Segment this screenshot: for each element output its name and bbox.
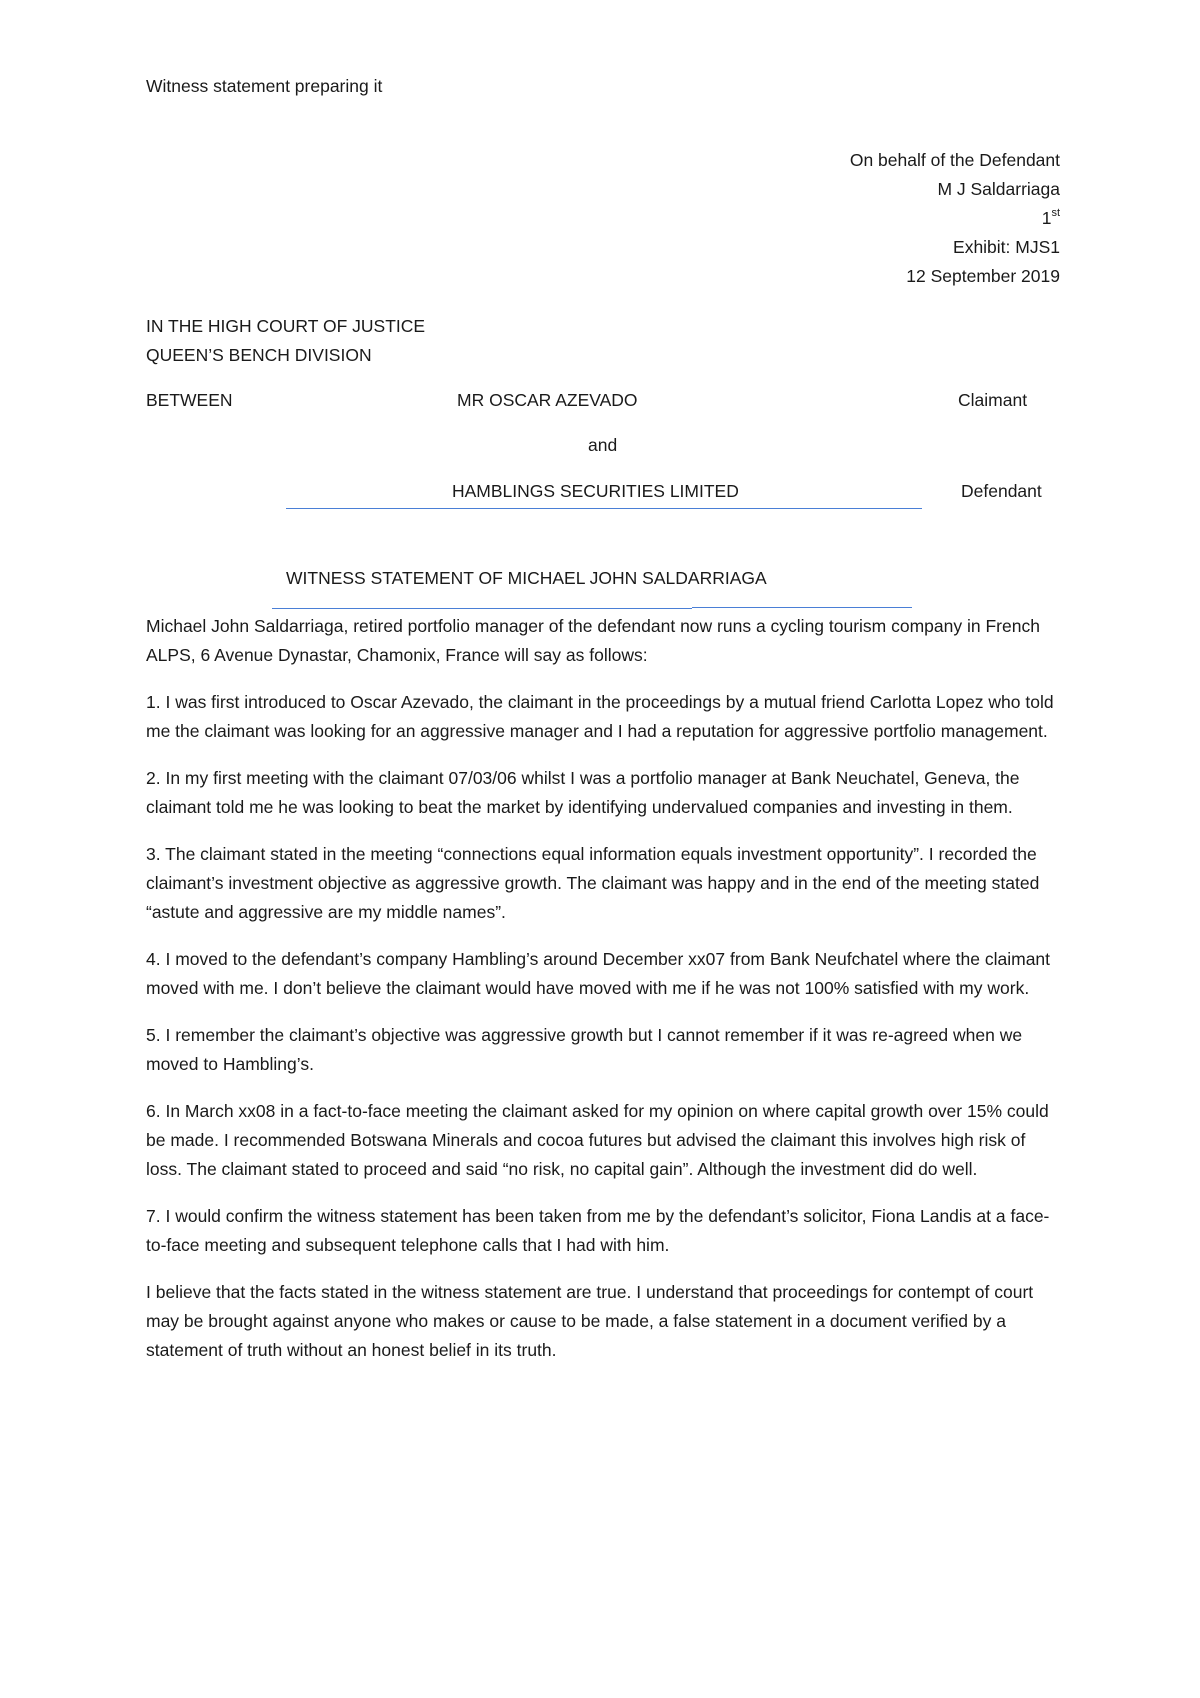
- paragraph-text: I remember the claimant’s objective was aggressive growth but I cannot remember if it was re-agreed when we moved to Hambling’s.: [146, 1025, 1023, 1074]
- title-underline-left: [272, 608, 692, 609]
- header-right-block: [850, 146, 1060, 291]
- statement-number: [850, 204, 1060, 233]
- statement-body: [146, 612, 1066, 1383]
- paragraph-text: In my first meeting with the claimant 07/03/06 whilst I was a portfolio manager at Bank Neuchatel, Geneva, the claimant told me he was looking to beat the market by identifying undervalued companies and investing in them.: [146, 768, 1020, 817]
- claimant-role: Claimant: [958, 390, 1028, 410]
- paragraph-number: 4.: [146, 949, 161, 969]
- and-label: and: [588, 435, 618, 455]
- on-behalf-line: On behalf of the Defendant: [849, 150, 1060, 170]
- numbered-paragraph: [146, 688, 1066, 746]
- claimant-name: MR OSCAR AZEVADO: [457, 390, 638, 410]
- paragraph-text: I moved to the defendant’s company Hambling’s around December xx07 from Bank Neufchatel where the claimant moved with me. I don’t believe the claimant would have moved with me if he was not 100% satisfied with my work.: [146, 949, 1051, 998]
- numbered-paragraph: [146, 1097, 1066, 1184]
- court-division: QUEEN’S BENCH DIVISION: [146, 345, 372, 365]
- statement-title: WITNESS STATEMENT OF MICHAEL JOHN SALDARRIAGA: [286, 568, 767, 588]
- paragraph-text: The claimant stated in the meeting “connections equal information equals investment opportunity”. I recorded the claimant’s investment objective as aggressive growth. The claimant was happy and in the end of the meeting stated “astute and aggressive are my middle names”.: [146, 844, 1040, 922]
- and-row: [146, 435, 1056, 459]
- defendant-role: Defendant: [961, 481, 1042, 501]
- numbered-paragraph: [146, 945, 1066, 1003]
- paragraph-text: I would confirm the witness statement has been taken from me by the defendant’s solicitor, Fiona Landis at a face-to-face meeting and subsequent telephone calls that I had with him.: [146, 1206, 1050, 1255]
- paragraph-text: I was first introduced to Oscar Azevado, the claimant in the proceedings by a mutual friend Carlotta Lopez who told me the claimant was looking for an aggressive manager and I had a reputation for aggressive portfolio management.: [146, 692, 1054, 741]
- statement-number-value: 1: [1041, 208, 1052, 228]
- paragraph-number: 7.: [146, 1206, 161, 1226]
- statement-date: 12 September 2019: [906, 266, 1060, 286]
- court-heading: [146, 312, 425, 370]
- claimant-row: [146, 390, 1056, 414]
- defendant-row: [146, 481, 1056, 505]
- paragraph-number: 3.: [146, 844, 161, 864]
- intro-paragraph: Michael John Saldarriaga, retired portfolio manager of the defendant now runs a cycling tourism company in French ALPS, 6 Avenue Dynastar, Chamonix, France will say as follows:: [146, 616, 1040, 665]
- title-underline-right: [692, 607, 912, 608]
- court-name: IN THE HIGH COURT OF JUSTICE: [146, 316, 426, 336]
- statement-number-suffix: st: [1051, 207, 1060, 219]
- defendant-name: HAMBLINGS SECURITIES LIMITED: [452, 481, 739, 501]
- parties-divider: [286, 508, 922, 509]
- paragraph-number: 2.: [146, 768, 161, 788]
- numbered-paragraph: [146, 840, 1066, 927]
- paragraph-text: In March xx08 in a fact-to-face meeting the claimant asked for my opinion on where capital growth over 15% could be made. I recommended Botswana Minerals and cocoa futures but advised the claimant this involves high risk of loss. The claimant stated to proceed and said “no risk, no capital gain”. Although the investment did do well.: [146, 1101, 1049, 1179]
- between-label: BETWEEN: [146, 390, 233, 410]
- numbered-paragraph: [146, 1021, 1066, 1079]
- paragraph-number: 5.: [146, 1025, 161, 1045]
- exhibit-reference: Exhibit: MJS1: [953, 237, 1060, 257]
- numbered-paragraph: [146, 1202, 1066, 1260]
- paragraph-number: 1.: [146, 692, 161, 712]
- statement-of-truth: I believe that the facts stated in the witness statement are true. I understand that proceedings for contempt of court may be brought against anyone who makes or cause to be made, a false statement in a document verified by a statement of truth without an honest belief in its truth.: [146, 1282, 1034, 1360]
- document-title: Witness statement preparing it: [146, 76, 383, 96]
- paragraph-number: 6.: [146, 1101, 161, 1121]
- witness-name: M J Saldarriaga: [937, 179, 1060, 199]
- numbered-paragraph: [146, 764, 1066, 822]
